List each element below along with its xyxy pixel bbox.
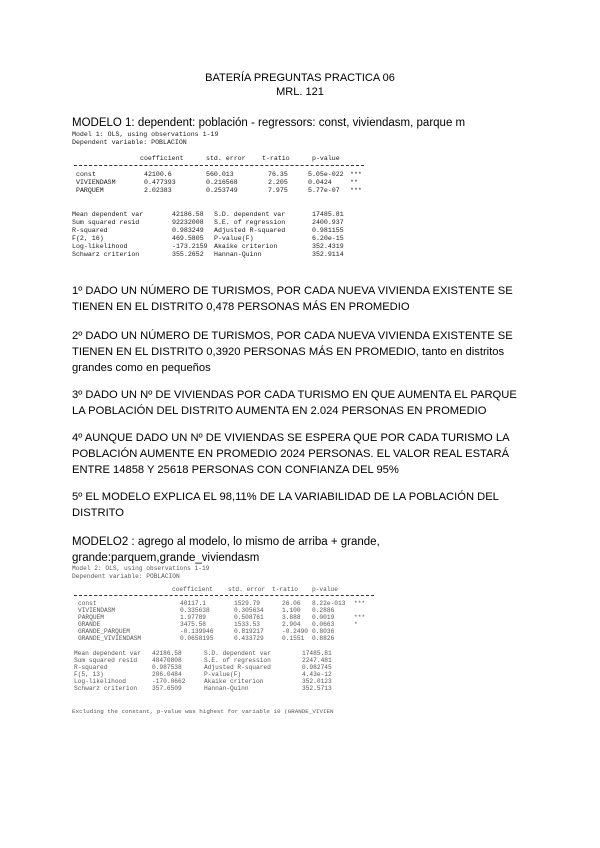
cell: 40117.1	[180, 600, 206, 607]
cell: 2.02383	[144, 187, 172, 194]
stat-label: Sum squared resid	[72, 219, 140, 226]
stat-label: R-squared	[72, 227, 108, 234]
cell: 0.8826	[312, 635, 335, 642]
answer-1: 1º DADO UN NÚMERO DE TURISMOS, POR CADA NUEVA VIVIENDA EXISTENTE SE TIENEN EN EL DISTRITO 0,478 PERSONAS MÁS EN PROMEDIO	[72, 285, 513, 313]
stat-value: 357.6509	[152, 685, 182, 692]
answer-4: 4º AUNQUE DADO UN Nº DE VIVIENDAS SE ESPERA QUE POR CADA TURISMO LA POBLACIÓN AUMENTE EN PROMEDIO 2024 PERSONAS. EL VALOR REAL ESTARÁ ENTRE 14858 Y 25618 PERSONAS CON CONFIANZA DEL 95%	[72, 432, 510, 476]
stat-label: Mean dependent var	[74, 650, 141, 657]
cell: *	[354, 621, 358, 628]
stat-label: S.E. of regression	[204, 657, 271, 664]
stat-value: 0.982745	[302, 664, 332, 671]
answer-2: 2º DADO UN NÚMERO DE TURISMOS, POR CADA NUEVA VIVIENDA EXISTENTE SE TIENEN EN EL DISTRITO 0,3920 PERSONAS MÁS EN PROMEDIO, tanto en distritos grandes como en pequeños	[72, 330, 513, 374]
cell: GRANDE	[78, 621, 101, 628]
cell: 2.205	[268, 179, 288, 186]
cell: 5.77e-07	[308, 187, 340, 194]
cell: 0.8036	[312, 628, 335, 635]
model2-title-line: Model 2: OLS, using observations 1-19	[72, 565, 210, 572]
stat-label: Hannan-Quinn	[204, 685, 249, 692]
stat-label: S.D. dependent var	[214, 211, 286, 218]
col-header-t-ratio: t-ratio	[272, 586, 298, 593]
stat-value: 17485.81	[312, 211, 344, 218]
cell: 1533.53	[234, 621, 260, 628]
stat-label: Adjusted R-squared	[214, 227, 286, 234]
col-header-coefficient: coefficient	[140, 155, 184, 162]
stat-label: P-value(F)	[204, 671, 242, 678]
cell: 0.0658195	[180, 635, 214, 642]
cell: ***	[350, 171, 362, 178]
stat-value: 4.43e-12	[302, 671, 332, 678]
stat-value: 2247.481	[302, 657, 332, 664]
cell: VIVIENDASM	[78, 607, 116, 614]
cell: 8.22e-013	[312, 600, 346, 607]
stat-value: 469.5805	[172, 235, 204, 242]
col-header-t-ratio: t-ratio	[262, 155, 290, 162]
stats-row	[72, 243, 372, 251]
stats-row	[72, 235, 372, 243]
model1-title-line: Model 1: OLS, using observations 1-19	[72, 131, 219, 138]
model2-output	[72, 565, 382, 695]
stat-value: 42186.58	[172, 211, 204, 218]
cell: 42100.6	[144, 171, 172, 178]
cell: 0.0424	[308, 179, 332, 186]
stat-value: 352.4319	[312, 243, 344, 250]
col-header-p-value: p-value	[312, 586, 338, 593]
col-header-std-error: std. error	[206, 155, 246, 162]
table-row	[72, 635, 372, 643]
stat-value: 17485.81	[302, 650, 332, 657]
stat-label: P-value(F)	[214, 235, 254, 242]
cell: -0.139946	[180, 628, 214, 635]
stat-value: 0.987538	[152, 664, 182, 671]
stat-label: Sum squared resid	[74, 657, 138, 664]
cell: 0.477393	[144, 179, 176, 186]
col-header-p-value: p-value	[312, 155, 340, 162]
cell: 1.100	[282, 607, 301, 614]
stat-value: 6.20e-15	[312, 235, 344, 242]
stat-value: 92232008	[172, 219, 204, 226]
stat-value: 355.2652	[172, 251, 204, 258]
cell: 0.253749	[206, 187, 238, 194]
stat-value: 352.9114	[312, 251, 344, 258]
cell: const	[78, 600, 97, 607]
cell: ***	[350, 187, 362, 194]
cell: **	[350, 179, 358, 186]
stat-label: Hannan-Quinn	[214, 251, 262, 258]
answer-3: 3º DADO UN Nº DE VIVIENDAS POR CADA TURISMO EN QUE AUMENTA EL PARQUE LA POBLACIÓN DEL DISTRITO AUMENTA EN 2.024 PERSONAS EN PROMEDIO	[72, 389, 517, 417]
cell: VIVIENDASM	[76, 179, 116, 186]
stat-value: 206.0484	[152, 671, 182, 678]
document-title: BATERÍA PREGUNTAS PRACTICA 06	[205, 72, 395, 84]
stat-value: 48470808	[152, 657, 182, 664]
cell: 0.2886	[312, 607, 335, 614]
stat-value: 42186.58	[152, 650, 182, 657]
stat-value: 2400.937	[312, 219, 344, 226]
cell: PARQUEM	[78, 614, 104, 621]
cell: 3.888	[282, 614, 301, 621]
cell: 76.35	[268, 171, 288, 178]
stat-value: -170.0662	[152, 678, 186, 685]
answer-5: 5º EL MODELO EXPLICA EL 98,11% DE LA VARIABILIDAD DE LA POBLACIÓN DEL DISTRITO	[72, 491, 499, 519]
stat-label: Adjusted R-squared	[204, 664, 271, 671]
model2-heading: MODELO2 : agrego al modelo, lo mismo de arriba + grande, grande:parquem,grande_viviendasm	[72, 536, 380, 564]
stat-label: S.D. dependent var	[204, 650, 271, 657]
stats-row	[72, 251, 372, 259]
stat-label: Schwarz criterion	[72, 251, 140, 258]
stat-value: 0.983249	[172, 227, 204, 234]
stat-label: Mean dependent var	[72, 211, 144, 218]
stat-label: F(2, 16)	[72, 235, 104, 242]
stat-label: Akaike criterion	[204, 678, 264, 685]
col-header-coefficient: coefficient	[172, 586, 213, 593]
cell: -0.2490	[282, 628, 308, 635]
cell: 7.975	[268, 187, 288, 194]
cell: 0.216568	[206, 179, 238, 186]
stat-label: R-squared	[74, 664, 108, 671]
model1-output	[72, 131, 372, 261]
stats-row	[72, 227, 372, 235]
table-row	[72, 187, 372, 195]
cell: 0.335638	[180, 607, 210, 614]
cell: 0.1551	[282, 635, 305, 642]
stat-label: Log-likelihood	[74, 678, 126, 685]
stat-value: 0.981155	[312, 227, 344, 234]
model2-footnote: Excluding the constant, p-value was highest for variable 10 (GRANDE_VIVIEN	[72, 708, 334, 715]
cell: ***	[354, 614, 366, 621]
model2-dependent-line: Dependent variable: POBLACION	[72, 573, 180, 580]
stat-label: Log-likelihood	[72, 243, 128, 250]
cell: ***	[354, 600, 366, 607]
stat-label: Akaike criterion	[214, 243, 278, 250]
cell: 0.819217	[234, 628, 264, 635]
stat-label: Schwarz criterion	[74, 685, 138, 692]
cell: GRANDE_PARQUEM	[78, 628, 130, 635]
col-header-std-error: std. error	[228, 586, 266, 593]
table-row	[72, 179, 372, 187]
cell: PARQUEM	[76, 187, 104, 194]
cell: 5.05e-022	[308, 171, 344, 178]
cell: 560.013	[206, 171, 234, 178]
stat-value: -173.2159	[172, 243, 208, 250]
stats-row	[72, 211, 372, 219]
cell: 3475.58	[180, 621, 206, 628]
cell: 26.06	[282, 600, 301, 607]
cell: 0.508761	[234, 614, 264, 621]
model1-heading: MODELO 1: dependent: población - regressors: const, viviendasm, parque m	[72, 117, 466, 129]
cell: 0.0663	[312, 621, 335, 628]
cell: 0.433729	[234, 635, 264, 642]
document-subtitle: MRL. 121	[276, 86, 324, 98]
cell: GRANDE_VIVIENDASM	[78, 635, 142, 642]
cell: 2.904	[282, 621, 301, 628]
stats-row	[72, 685, 372, 693]
stat-value: 352.5713	[302, 685, 332, 692]
stat-label: S.E. of regression	[214, 219, 286, 226]
stat-label: F(5, 13)	[74, 671, 104, 678]
cell: 1.97789	[180, 614, 206, 621]
cell: 0.0019	[312, 614, 335, 621]
stat-value: 352.0123	[302, 678, 332, 685]
cell: 0.305634	[234, 607, 264, 614]
cell: 1529.79	[234, 600, 260, 607]
stats-row	[72, 219, 372, 227]
model1-dependent-line: Dependent variable: POBLACION	[72, 139, 187, 146]
cell: const	[76, 171, 96, 178]
table-row	[72, 171, 372, 179]
